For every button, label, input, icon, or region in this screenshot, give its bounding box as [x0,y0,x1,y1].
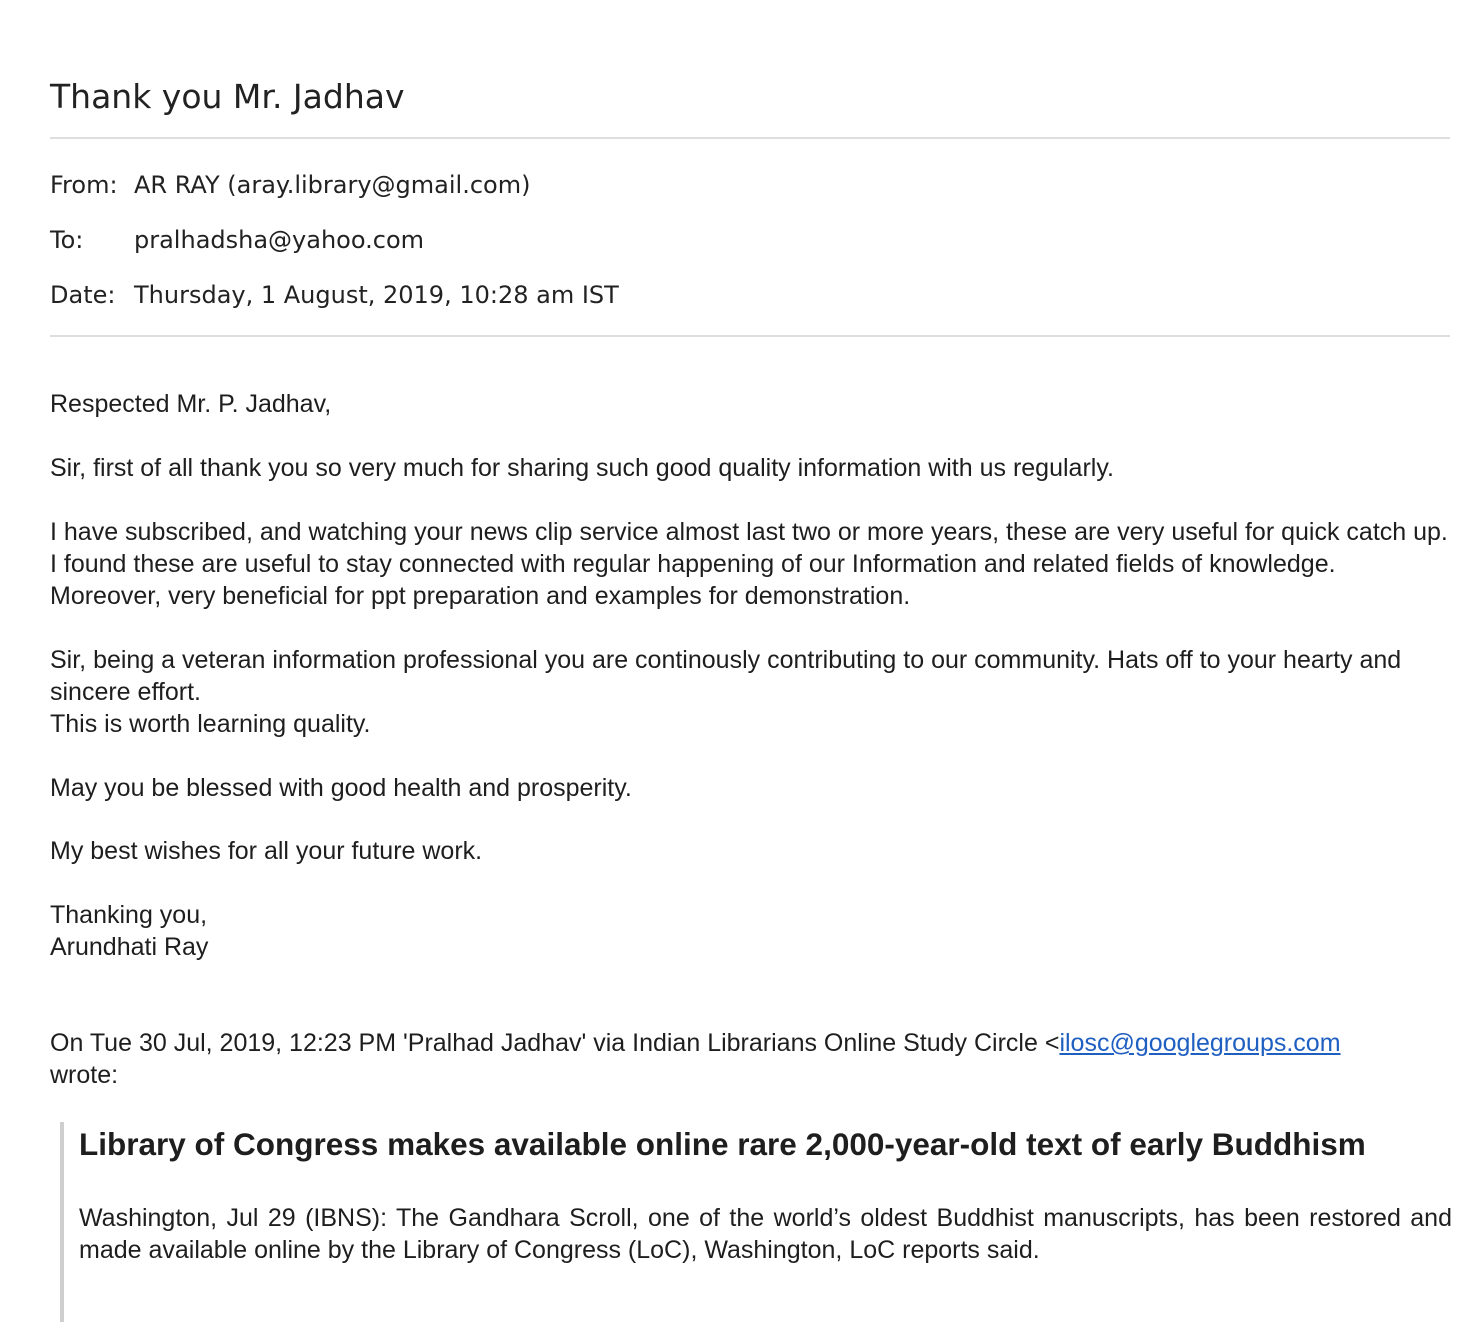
date-value: Thursday, 1 August, 2019, 10:28 am IST [134,281,619,309]
email-greeting [50,388,1450,420]
header-to-row [50,225,424,255]
quote-attribution-prefix: On Tue 30 Jul, 2019, 12:23 PM 'Pralhad Jadhav' via Indian Librarians Online Study Circle < [50,1029,1060,1057]
mailing-list-email-link[interactable]: ilosc@googlegroups.com [1059,1029,1341,1057]
quote-attribution-suffix: wrote: [50,1061,119,1089]
paragraph-3-line-1: Sir, being a veteran information professional you are continously contributing to our community. Hats off to your hearty and sincere effort. [50,646,1402,706]
email-paragraph-1 [50,452,1450,484]
header-divider [50,335,1450,337]
quoted-message [60,1122,1454,1322]
greeting-text: Respected Mr. P. Jadhav, [50,390,332,418]
email-signoff [50,899,1450,963]
email-subject: Thank you Mr. Jadhav [50,77,405,116]
paragraph-3-line-2: This is worth learning quality. [50,710,371,738]
email-paragraph-2 [50,516,1450,612]
paragraph-4-text: May you be blessed with good health and prosperity. [50,774,632,802]
paragraph-1-text: Sir, first of all thank you so very much for sharing such good quality information with us regularly. [50,454,1114,482]
paragraph-2-text: I have subscribed, and watching your news clip service almost last two or more years, these are very useful for quick catch up. I found these are useful to stay connected with regular happening of our Information and related fields of knowledge. Moreover, very beneficial for ppt preparation and examples for demonstration. [50,518,1448,610]
to-value: pralhadsha@yahoo.com [134,226,425,254]
email-paragraph-3 [50,644,1450,740]
header-date-row [50,280,619,310]
email-paragraph-4 [50,772,1450,804]
subject-divider [50,137,1450,139]
header-from-row [50,170,530,200]
signoff-line-1: Thanking you, [50,901,208,929]
paragraph-5-text: My best wishes for all your future work. [50,837,483,865]
from-value: AR RAY (aray.library@gmail.com) [134,171,531,199]
quoted-article-title: Library of Congress makes available online rare 2,000-year-old text of early Buddhism [79,1126,1366,1162]
email-paragraph-5 [50,835,1450,867]
signature-name: Arundhati Ray [50,933,209,961]
quote-attribution-line [50,1027,1450,1059]
quoted-article-paragraph: Washington, Jul 29 (IBNS): The Gandhara Scroll, one of the world’s oldest Buddhist manuscripts, has been restored and made available online by the Library of Congress (LoC), Washington, LoC reports said. [79,1204,1452,1264]
quote-attribution [50,1027,1450,1091]
to-label: To: [50,226,84,254]
from-label: From: [50,171,118,199]
date-label: Date: [50,281,116,309]
